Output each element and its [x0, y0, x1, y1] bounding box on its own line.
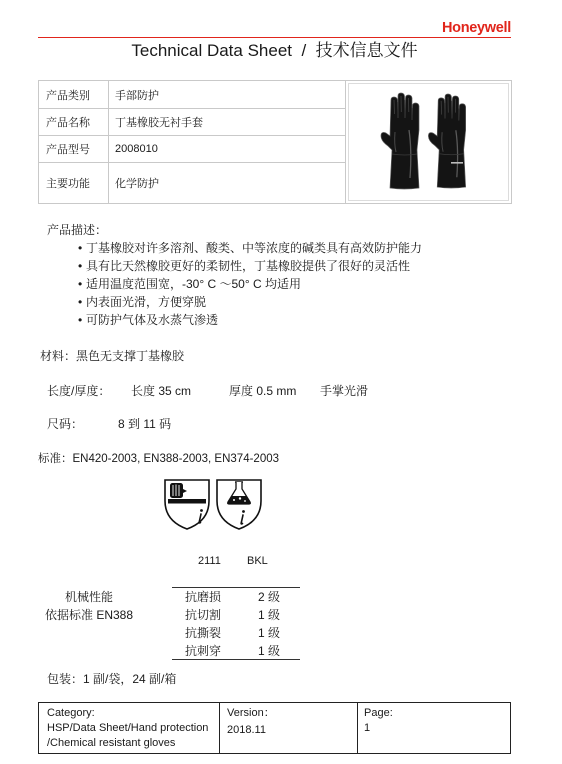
footer-version-cell [219, 703, 357, 753]
page-title: Technical Data Sheet / 技术信息文件 [131, 41, 418, 60]
description-bullet: • 适用温度范围宽，-30° C ～50° C 均适用 [86, 277, 301, 291]
thickness-value: 厚度 0.5 mm [229, 384, 297, 398]
length-value: 长度 35 cm [131, 384, 192, 398]
row-label-function: 主要功能 [39, 163, 109, 204]
description-bullet: • 可防护气体及水蒸气渗透 [86, 313, 218, 327]
footer-category-cell [39, 703, 219, 753]
footer-version-value: 2018.11 [227, 724, 266, 736]
mechanical-basis: 依据标准 EN388 [45, 608, 134, 622]
mechanical-row-name: 抗切割 [185, 608, 222, 622]
mechanical-risk-shield-icon [161, 477, 213, 531]
mechanical-table-bottom-rule [172, 659, 300, 660]
product-photo [368, 88, 484, 194]
pictogram-code-mechanical: 2111 [198, 555, 221, 567]
footer-page-cell [357, 703, 511, 753]
mechanical-row-level: 2 级 [258, 590, 281, 604]
anvil-bar-icon [168, 499, 206, 504]
description-bullet: • 内表面光滑，方便穿脱 [86, 295, 206, 309]
description-heading: 产品描述： [47, 223, 108, 237]
glove-left [381, 93, 419, 189]
table-row [39, 81, 512, 109]
row-value-function: 化学防护 [109, 163, 346, 204]
row-value-name: 丁基橡胶无衬手套 [109, 109, 346, 136]
description-bullet: • 具有比天然橡胶更好的柔韧性，丁基橡胶提供了很好的灵活性 [86, 259, 410, 273]
mechanical-row-level: 1 级 [258, 626, 281, 640]
packaging-text: 包装：1 副/袋，24 副/箱 [47, 672, 177, 686]
honeywell-logo: Honeywell [441, 20, 511, 36]
chemical-risk-shield-icon [213, 477, 265, 531]
mechanical-title: 机械性能 [65, 590, 114, 604]
standards-text: 标准：EN420-2003, EN388-2003, EN374-2003 [38, 453, 280, 465]
mechanical-row-level: 1 级 [258, 644, 281, 658]
pictogram-code-chemical: BKL [247, 555, 268, 567]
header-rule [38, 37, 511, 38]
mechanical-row-name: 抗刺穿 [185, 644, 222, 658]
size-value: 8 到 11 码 [118, 417, 172, 431]
glove-right [428, 94, 465, 188]
row-label-category: 产品类别 [39, 81, 109, 109]
mechanical-row-name: 抗撕裂 [185, 626, 222, 640]
footer-category-label: Category: [47, 707, 95, 719]
size-label: 尺码： [47, 417, 84, 431]
row-value-category: 手部防护 [109, 81, 346, 109]
footer-category-line: /Chemical resistant gloves [47, 737, 176, 749]
product-photo-cell [346, 81, 512, 204]
material-text: 材料：黑色无支撑丁基橡胶 [40, 349, 185, 363]
footer-version-label: Version： [227, 707, 275, 719]
row-value-model: 2008010 [109, 136, 346, 163]
row-label-model: 产品型号 [39, 136, 109, 163]
product-info-table [38, 80, 512, 204]
description-bullet: • 丁基橡胶对许多溶剂、酸类、中等浓度的碱类具有高效防护能力 [86, 241, 422, 255]
palm-finish-value: 手掌光滑 [320, 384, 369, 398]
footer-category-line: HSP/Data Sheet/Hand protection [47, 722, 209, 734]
mechanical-row-name: 抗磨损 [185, 590, 222, 604]
document-footer [38, 702, 511, 754]
mechanical-row-level: 1 级 [258, 608, 281, 622]
glove-cuff-marking [451, 162, 463, 164]
row-label-name: 产品名称 [39, 109, 109, 136]
footer-page-number: 1 [364, 722, 371, 734]
dimensions-label: 长度/厚度： [47, 384, 111, 398]
footer-page-label: Page: [364, 707, 393, 719]
mechanical-table-top-rule [172, 587, 300, 588]
